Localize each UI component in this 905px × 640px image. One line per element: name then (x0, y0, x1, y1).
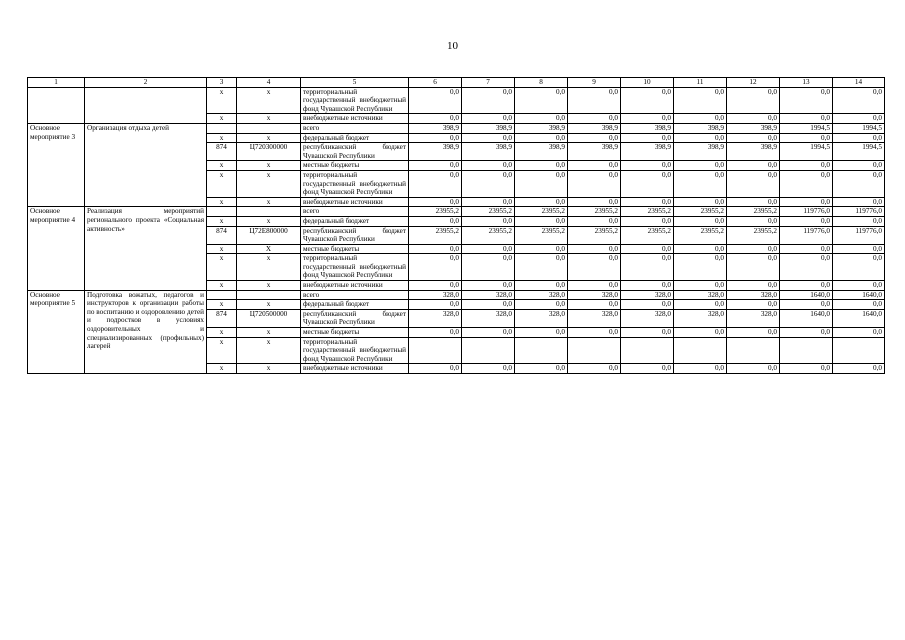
amount-cell: 0,0 (833, 170, 885, 197)
budget-code (237, 123, 301, 133)
column-number-3: 3 (207, 78, 237, 88)
activity-name: Организация отдыха детей (85, 123, 207, 206)
amount-cell: 23955,2 (462, 207, 515, 217)
amount-cell: 0,0 (674, 161, 727, 171)
funding-source: федеральный бюджет (301, 216, 409, 226)
budget-code: Ц72Е800000 (237, 226, 301, 244)
budget-code: х (237, 170, 301, 197)
ministry-code: х (207, 254, 237, 281)
amount-cell: 23955,2 (727, 226, 780, 244)
amount-cell: 0,0 (674, 281, 727, 291)
amount-cell: 0,0 (462, 254, 515, 281)
amount-cell: 0,0 (780, 364, 833, 374)
column-number-9: 9 (568, 78, 621, 88)
amount-cell: 0,0 (780, 300, 833, 310)
column-number-5: 5 (301, 78, 409, 88)
amount-cell: 0,0 (674, 328, 727, 338)
column-number-13: 13 (780, 78, 833, 88)
funding-source: федеральный бюджет (301, 133, 409, 143)
amount-cell: 23955,2 (621, 226, 674, 244)
budget-code: х (237, 300, 301, 310)
amount-cell: 0,0 (515, 328, 568, 338)
amount-cell: 0,0 (727, 300, 780, 310)
funding-source: внебюджетные источники (301, 281, 409, 291)
amount-cell: 23955,2 (674, 226, 727, 244)
amount-cell: 0,0 (462, 364, 515, 374)
amount-cell (833, 337, 885, 364)
amount-cell: 0,0 (568, 328, 621, 338)
funding-source: местные бюджеты (301, 244, 409, 254)
amount-cell: 0,0 (833, 161, 885, 171)
amount-cell: 0,0 (727, 170, 780, 197)
amount-cell: 0,0 (515, 254, 568, 281)
amount-cell: 0,0 (409, 216, 462, 226)
amount-cell: 0,0 (727, 197, 780, 207)
amount-cell: 0,0 (621, 364, 674, 374)
amount-cell: 0,0 (727, 161, 780, 171)
column-number-11: 11 (674, 78, 727, 88)
table-row (28, 87, 885, 114)
table-header-row (28, 78, 885, 88)
amount-cell: 23955,2 (409, 226, 462, 244)
amount-cell: 0,0 (621, 281, 674, 291)
budget-code: х (237, 114, 301, 124)
amount-cell: 328,0 (568, 290, 621, 300)
amount-cell: 328,0 (727, 309, 780, 327)
activity-name: Реализация мероприятий регионального проекта «Социальная активность» (85, 207, 207, 290)
amount-cell: 23955,2 (568, 226, 621, 244)
amount-cell: 0,0 (462, 328, 515, 338)
budget-table (27, 77, 885, 374)
ministry-code: х (207, 244, 237, 254)
amount-cell: 0,0 (780, 161, 833, 171)
amount-cell: 398,9 (674, 143, 727, 161)
amount-cell: 328,0 (674, 309, 727, 327)
amount-cell: 328,0 (462, 290, 515, 300)
amount-cell: 0,0 (568, 87, 621, 114)
ministry-code: х (207, 364, 237, 374)
amount-cell: 0,0 (674, 87, 727, 114)
column-number-14: 14 (833, 78, 885, 88)
amount-cell: 0,0 (515, 133, 568, 143)
amount-cell: 0,0 (568, 216, 621, 226)
amount-cell: 0,0 (568, 133, 621, 143)
amount-cell: 23955,2 (621, 207, 674, 217)
amount-cell: 0,0 (462, 281, 515, 291)
amount-cell: 0,0 (568, 254, 621, 281)
amount-cell: 0,0 (833, 197, 885, 207)
amount-cell: 0,0 (568, 300, 621, 310)
funding-source: республиканский бюджет Чувашской Республики (301, 309, 409, 327)
amount-cell: 0,0 (833, 133, 885, 143)
amount-cell: 0,0 (409, 244, 462, 254)
funding-source: внебюджетные источники (301, 114, 409, 124)
amount-cell: 328,0 (409, 290, 462, 300)
amount-cell: 0,0 (409, 114, 462, 124)
amount-cell: 0,0 (727, 328, 780, 338)
budget-code: х (237, 87, 301, 114)
amount-cell: 0,0 (462, 133, 515, 143)
amount-cell: 0,0 (780, 281, 833, 291)
ministry-code: х (207, 281, 237, 291)
amount-cell: 398,9 (515, 123, 568, 133)
amount-cell: 0,0 (727, 133, 780, 143)
amount-cell: 0,0 (621, 244, 674, 254)
amount-cell: 0,0 (409, 300, 462, 310)
amount-cell: 0,0 (727, 281, 780, 291)
amount-cell: 328,0 (727, 290, 780, 300)
column-number-6: 6 (409, 78, 462, 88)
amount-cell: 398,9 (727, 123, 780, 133)
budget-code: х (237, 364, 301, 374)
funding-source: всего (301, 290, 409, 300)
amount-cell: 0,0 (515, 364, 568, 374)
amount-cell: 398,9 (621, 123, 674, 133)
budget-code: х (237, 161, 301, 171)
amount-cell: 328,0 (568, 309, 621, 327)
amount-cell: 398,9 (462, 143, 515, 161)
amount-cell: 0,0 (727, 114, 780, 124)
amount-cell: 398,9 (409, 143, 462, 161)
budget-code: х (237, 337, 301, 364)
amount-cell: 0,0 (833, 216, 885, 226)
ministry-code: 874 (207, 226, 237, 244)
budget-code: Х (237, 244, 301, 254)
amount-cell: 0,0 (833, 300, 885, 310)
funding-source: всего (301, 123, 409, 133)
amount-cell: 119776,0 (833, 207, 885, 217)
activity-title: Основное мероприятие 3 (28, 123, 85, 206)
amount-cell: 0,0 (568, 161, 621, 171)
budget-code: Ц720300000 (237, 143, 301, 161)
amount-cell: 0,0 (621, 300, 674, 310)
budget-code: х (237, 328, 301, 338)
amount-cell: 0,0 (462, 300, 515, 310)
budget-code (237, 290, 301, 300)
amount-cell: 0,0 (621, 114, 674, 124)
amount-cell: 0,0 (515, 161, 568, 171)
amount-cell: 0,0 (515, 281, 568, 291)
ministry-code: х (207, 114, 237, 124)
funding-source: всего (301, 207, 409, 217)
amount-cell: 328,0 (674, 290, 727, 300)
column-number-7: 7 (462, 78, 515, 88)
amount-cell: 23955,2 (674, 207, 727, 217)
amount-cell: 0,0 (462, 170, 515, 197)
amount-cell: 0,0 (462, 244, 515, 254)
budget-code: х (237, 197, 301, 207)
amount-cell: 0,0 (833, 364, 885, 374)
amount-cell: 23955,2 (462, 226, 515, 244)
ministry-code: х (207, 337, 237, 364)
amount-cell: 0,0 (727, 216, 780, 226)
amount-cell: 0,0 (409, 254, 462, 281)
amount-cell: 0,0 (780, 87, 833, 114)
amount-cell: 328,0 (621, 290, 674, 300)
funding-source: территориальный государственный внебюджетный фонд Чувашской Республики (301, 170, 409, 197)
amount-cell: 0,0 (833, 281, 885, 291)
column-number-10: 10 (621, 78, 674, 88)
budget-code (237, 207, 301, 217)
funding-source: территориальный государственный внебюджетный фонд Чувашской Республики (301, 254, 409, 281)
amount-cell: 0,0 (409, 364, 462, 374)
funding-source: внебюджетные источники (301, 197, 409, 207)
amount-cell (462, 337, 515, 364)
amount-cell: 398,9 (727, 143, 780, 161)
amount-cell: 0,0 (833, 114, 885, 124)
funding-source: территориальный государственный внебюджетный фонд Чувашской Республики (301, 87, 409, 114)
amount-cell: 119776,0 (833, 226, 885, 244)
activity-title: Основное мероприятие 5 (28, 290, 85, 373)
column-number-4: 4 (237, 78, 301, 88)
amount-cell: 0,0 (515, 114, 568, 124)
budget-code: х (237, 281, 301, 291)
funding-source: республиканский бюджет Чувашской Республики (301, 226, 409, 244)
amount-cell: 398,9 (674, 123, 727, 133)
amount-cell: 0,0 (515, 300, 568, 310)
table-row (28, 207, 885, 217)
ministry-code: х (207, 328, 237, 338)
amount-cell: 0,0 (833, 254, 885, 281)
amount-cell: 0,0 (833, 87, 885, 114)
amount-cell: 119776,0 (780, 226, 833, 244)
ministry-code: х (207, 170, 237, 197)
amount-cell: 0,0 (621, 87, 674, 114)
amount-cell: 23955,2 (568, 207, 621, 217)
amount-cell: 0,0 (780, 328, 833, 338)
amount-cell: 0,0 (621, 170, 674, 197)
ministry-code: 874 (207, 309, 237, 327)
amount-cell: 0,0 (515, 197, 568, 207)
amount-cell: 328,0 (515, 309, 568, 327)
amount-cell: 0,0 (621, 254, 674, 281)
amount-cell: 0,0 (568, 197, 621, 207)
amount-cell: 1640,0 (780, 290, 833, 300)
page-number: 10 (447, 40, 458, 52)
amount-cell: 0,0 (780, 114, 833, 124)
column-number-1: 1 (28, 78, 85, 88)
amount-cell: 398,9 (568, 143, 621, 161)
ministry-code (207, 290, 237, 300)
ministry-code: х (207, 87, 237, 114)
amount-cell: 0,0 (409, 161, 462, 171)
amount-cell: 0,0 (833, 244, 885, 254)
amount-cell: 23955,2 (515, 226, 568, 244)
amount-cell: 0,0 (621, 328, 674, 338)
amount-cell: 0,0 (409, 87, 462, 114)
amount-cell: 0,0 (780, 254, 833, 281)
amount-cell: 0,0 (727, 364, 780, 374)
amount-cell: 0,0 (515, 87, 568, 114)
amount-cell: 0,0 (409, 197, 462, 207)
amount-cell: 0,0 (568, 244, 621, 254)
amount-cell: 0,0 (674, 300, 727, 310)
budget-code: Ц720500000 (237, 309, 301, 327)
amount-cell: 0,0 (515, 244, 568, 254)
amount-cell: 23955,2 (515, 207, 568, 217)
budget-code: х (237, 216, 301, 226)
funding-source: территориальный государственный внебюджетный фонд Чувашской Республики (301, 337, 409, 364)
amount-cell: 1994,5 (780, 123, 833, 133)
amount-cell: 1640,0 (833, 309, 885, 327)
funding-source: местные бюджеты (301, 161, 409, 171)
amount-cell: 0,0 (409, 281, 462, 291)
amount-cell (621, 337, 674, 364)
funding-source: внебюджетные источники (301, 364, 409, 374)
amount-cell: 0,0 (727, 254, 780, 281)
amount-cell: 0,0 (621, 216, 674, 226)
amount-cell: 0,0 (515, 170, 568, 197)
amount-cell: 0,0 (409, 133, 462, 143)
amount-cell: 0,0 (568, 170, 621, 197)
ministry-code (207, 207, 237, 217)
amount-cell: 0,0 (568, 114, 621, 124)
amount-cell: 0,0 (674, 244, 727, 254)
amount-cell (727, 337, 780, 364)
funding-source: местные бюджеты (301, 328, 409, 338)
activity-title: Основное мероприятие 4 (28, 207, 85, 290)
amount-cell: 0,0 (568, 364, 621, 374)
amount-cell (674, 337, 727, 364)
amount-cell: 328,0 (621, 309, 674, 327)
ministry-code: 874 (207, 143, 237, 161)
amount-cell: 0,0 (621, 161, 674, 171)
amount-cell: 398,9 (462, 123, 515, 133)
amount-cell: 119776,0 (780, 207, 833, 217)
amount-cell: 398,9 (409, 123, 462, 133)
amount-cell: 328,0 (409, 309, 462, 327)
funding-source: федеральный бюджет (301, 300, 409, 310)
amount-cell: 0,0 (462, 216, 515, 226)
amount-cell: 0,0 (780, 244, 833, 254)
amount-cell: 23955,2 (727, 207, 780, 217)
activity-title (28, 87, 85, 123)
amount-cell: 1994,5 (833, 123, 885, 133)
ministry-code: х (207, 216, 237, 226)
amount-cell: 398,9 (568, 123, 621, 133)
amount-cell: 23955,2 (409, 207, 462, 217)
amount-cell (780, 337, 833, 364)
ministry-code: х (207, 133, 237, 143)
amount-cell: 328,0 (515, 290, 568, 300)
amount-cell: 0,0 (568, 281, 621, 291)
amount-cell: 0,0 (409, 328, 462, 338)
amount-cell: 0,0 (674, 114, 727, 124)
activity-name (85, 87, 207, 123)
amount-cell (568, 337, 621, 364)
amount-cell: 0,0 (462, 87, 515, 114)
amount-cell: 0,0 (674, 216, 727, 226)
ministry-code: х (207, 197, 237, 207)
amount-cell: 0,0 (780, 133, 833, 143)
amount-cell: 0,0 (780, 216, 833, 226)
amount-cell: 1640,0 (780, 309, 833, 327)
amount-cell: 0,0 (674, 170, 727, 197)
amount-cell: 0,0 (674, 133, 727, 143)
amount-cell: 1640,0 (833, 290, 885, 300)
amount-cell: 0,0 (780, 170, 833, 197)
column-number-8: 8 (515, 78, 568, 88)
funding-source: республиканский бюджет Чувашской Республики (301, 143, 409, 161)
amount-cell: 0,0 (462, 161, 515, 171)
table-row (28, 290, 885, 300)
amount-cell: 328,0 (462, 309, 515, 327)
activity-name: Подготовка вожатых, педагогов и инструкторов к организации работы по воспитанию и оздоровлению детей и подростков в условиях оздоровительных и специализированных (профильных) лагерей (85, 290, 207, 373)
amount-cell: 0,0 (674, 254, 727, 281)
amount-cell: 398,9 (621, 143, 674, 161)
amount-cell (515, 337, 568, 364)
budget-code: х (237, 254, 301, 281)
ministry-code: х (207, 161, 237, 171)
amount-cell: 0,0 (780, 197, 833, 207)
amount-cell (409, 337, 462, 364)
budget-code: х (237, 133, 301, 143)
amount-cell: 0,0 (833, 328, 885, 338)
column-number-12: 12 (727, 78, 780, 88)
amount-cell: 398,9 (515, 143, 568, 161)
table-row (28, 123, 885, 133)
amount-cell: 0,0 (621, 133, 674, 143)
column-number-2: 2 (85, 78, 207, 88)
amount-cell: 1994,5 (780, 143, 833, 161)
amount-cell: 0,0 (621, 197, 674, 207)
amount-cell: 0,0 (727, 244, 780, 254)
amount-cell: 0,0 (409, 170, 462, 197)
amount-cell: 0,0 (515, 216, 568, 226)
amount-cell: 0,0 (727, 87, 780, 114)
amount-cell: 0,0 (674, 364, 727, 374)
amount-cell: 0,0 (462, 114, 515, 124)
amount-cell: 0,0 (674, 197, 727, 207)
amount-cell: 1994,5 (833, 143, 885, 161)
ministry-code (207, 123, 237, 133)
amount-cell: 0,0 (462, 197, 515, 207)
ministry-code: х (207, 300, 237, 310)
